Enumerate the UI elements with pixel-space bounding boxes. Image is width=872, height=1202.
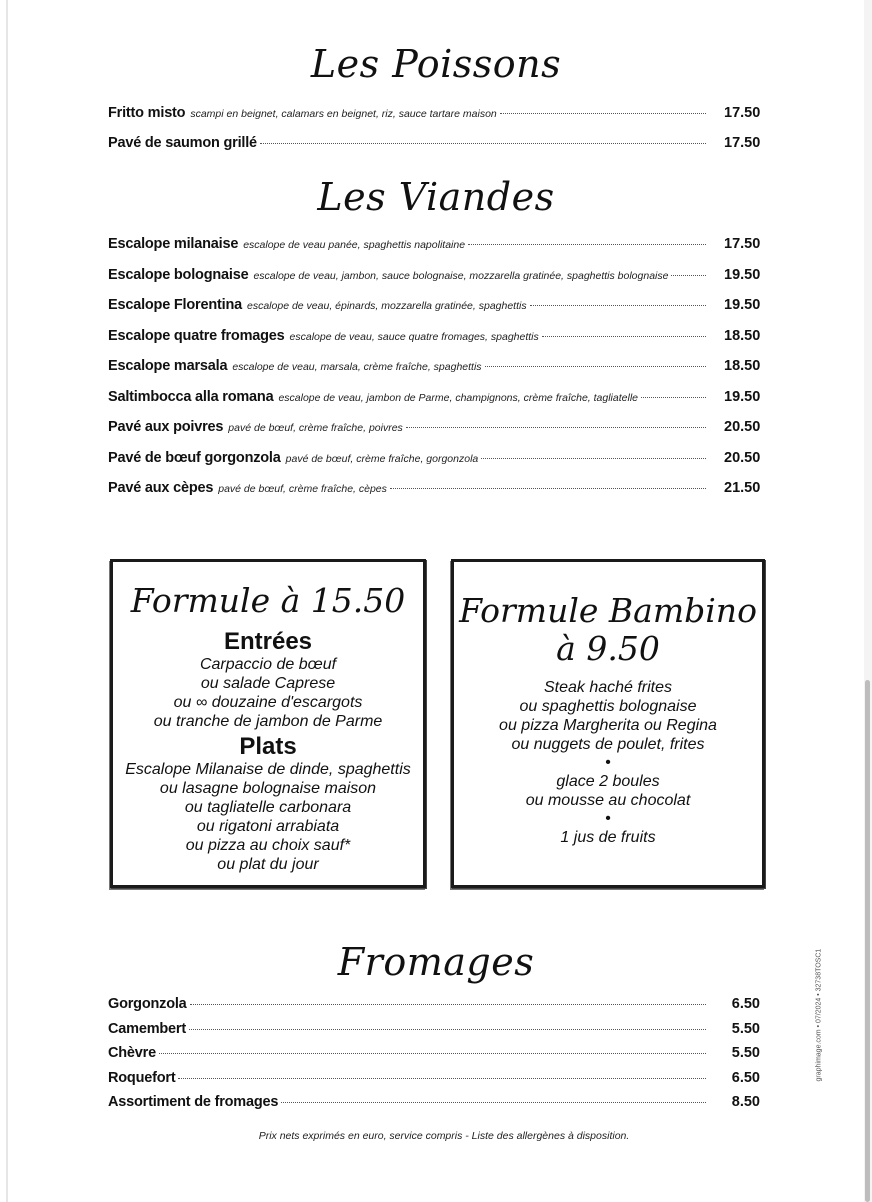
item-name: Escalope quatre fromages: [108, 327, 285, 344]
item-name: Saltimbocca alla romana: [108, 388, 274, 405]
bambino-bullet-1: •: [605, 754, 611, 771]
item-price: 18.50: [724, 358, 761, 374]
entrees-heading: Entrées: [223, 628, 313, 655]
item-name: Escalope Florentina: [108, 297, 242, 313]
bambino-title-line2: à 9.50: [556, 629, 660, 668]
item-price: 6.50: [731, 996, 760, 1012]
entree-option: Carpaccio de bœuf: [199, 656, 337, 673]
item-price: 20.50: [724, 449, 761, 466]
dotted-leader: [500, 113, 706, 114]
dotted-leader: [178, 1078, 706, 1079]
plat-option: ou tagliatelle carbonara: [184, 799, 352, 816]
menu-item: [108, 1045, 760, 1067]
bambino-boisson: 1 jus de fruits: [560, 829, 656, 846]
dotted-leader: [671, 275, 706, 276]
bambino-dessert-option: glace 2 boules: [556, 773, 660, 790]
section-title-viandes: Les Viandes: [317, 175, 555, 219]
bambino-bullet-2: •: [605, 810, 611, 827]
menu-item: [108, 480, 760, 502]
dotted-leader: [159, 1053, 706, 1054]
footer-note: Prix nets exprimés en euro, service compris - Liste des allergènes à disposition.: [258, 1130, 630, 1142]
plats-heading: Plats: [239, 733, 297, 760]
item-name: Fritto misto: [108, 105, 186, 121]
menu-item: [108, 1070, 760, 1092]
plat-option: ou lasagne bolognaise maison: [159, 780, 377, 797]
dotted-leader: [190, 1004, 706, 1005]
item-price: 17.50: [724, 135, 761, 151]
plat-option: ou rigatoni arrabiata: [196, 818, 340, 835]
printer-credit: graphimage.com • 07/2024 • 32738TOSC1: [815, 948, 823, 1082]
dotted-leader: [281, 1102, 706, 1103]
menu-item: [108, 1094, 760, 1116]
item-price: 5.50: [731, 1020, 760, 1037]
item-price: 17.50: [724, 105, 761, 121]
dotted-leader: [260, 143, 706, 144]
entree-option: ou tranche de jambon de Parme: [153, 713, 383, 730]
item-price: 19.50: [724, 388, 761, 405]
entree-option: ou salade Caprese: [200, 675, 336, 692]
item-description: escalope de veau panée, spaghettis napolitaine: [243, 239, 466, 251]
item-description: pavé de bœuf, crème fraîche, cèpes: [218, 483, 387, 495]
menu-item: [108, 1021, 760, 1043]
bambino-desserts-list: [454, 772, 762, 810]
dotted-leader: [468, 244, 706, 245]
item-description: escalope de veau, jambon de Parme, champignons, crème fraîche, tagliatelle: [278, 391, 638, 404]
bambino-plat-option: Steak haché frites: [543, 679, 673, 696]
menu-item: [108, 135, 760, 157]
entree-option: ou ∞ douzaine d'escargots: [173, 694, 363, 711]
formule-title: Formule à 15.50: [130, 581, 406, 620]
bambino-dessert-option: ou mousse au chocolat: [525, 792, 691, 809]
menu-item: [108, 389, 760, 411]
item-price: 8.50: [731, 1094, 760, 1110]
item-name: Roquefort: [108, 1069, 176, 1086]
bambino-plat-option: ou pizza Margherita ou Regina: [499, 717, 717, 734]
item-price: 17.50: [724, 236, 761, 252]
item-price: 20.50: [724, 419, 761, 435]
bambino-plat-option: ou nuggets de poulet, frites: [511, 736, 705, 753]
menu-item: [108, 358, 760, 380]
plat-option: ou plat du jour: [217, 856, 319, 873]
item-name: Pavé aux poivres: [108, 419, 224, 435]
item-name: Pavé de bœuf gorgonzola: [108, 449, 281, 466]
item-description: pavé de bœuf, crème fraîche, gorgonzola: [285, 452, 479, 465]
item-price: 6.50: [731, 1069, 760, 1086]
bambino-plats-list: [454, 678, 762, 754]
bambino-box: [451, 559, 765, 888]
item-name: Escalope marsala: [108, 358, 228, 374]
dotted-leader: [542, 336, 706, 337]
item-name: Assortiment de fromages: [108, 1094, 279, 1110]
item-price: 18.50: [724, 327, 761, 344]
item-price: 19.50: [724, 266, 761, 283]
item-name: Escalope milanaise: [108, 236, 239, 252]
entrees-list: [113, 655, 423, 731]
plat-option: Escalope Milanaise de dinde, spaghettis: [125, 761, 411, 778]
dotted-leader: [530, 305, 706, 306]
menu-item: [108, 996, 760, 1018]
dotted-leader: [641, 397, 706, 398]
section-title-poissons: Les Poissons: [310, 42, 562, 86]
menu-item: [108, 297, 760, 319]
item-price: 5.50: [731, 1045, 760, 1061]
item-description: pavé de bœuf, crème fraîche, poivres: [228, 422, 403, 434]
item-name: Gorgonzola: [108, 996, 187, 1012]
item-name: Pavé aux cèpes: [108, 480, 214, 496]
plats-list: [113, 760, 423, 874]
menu-item: [108, 236, 760, 258]
item-description: escalope de veau, sauce quatre fromages, spaghettis: [289, 330, 539, 343]
item-name: Pavé de saumon grillé: [108, 135, 257, 151]
menu-item: [108, 328, 760, 350]
item-name: Camembert: [108, 1020, 186, 1037]
dotted-leader: [189, 1029, 706, 1030]
section-title-fromages: Fromages: [337, 940, 535, 984]
dotted-leader: [485, 366, 706, 367]
plat-option: ou pizza au choix sauf*: [185, 837, 351, 854]
bambino-plat-option: ou spaghettis bolognaise: [519, 698, 697, 715]
item-price: 21.50: [724, 480, 761, 496]
menu-item: [108, 105, 760, 127]
dotted-leader: [406, 427, 706, 428]
item-name: Escalope bolognaise: [108, 266, 249, 283]
item-description: escalope de veau, jambon, sauce bolognaise, mozzarella gratinée, spaghettis bolognaise: [253, 269, 669, 282]
formule-box: [110, 559, 426, 888]
menu-item: [108, 267, 760, 289]
item-description: escalope de veau, marsala, crème fraîche, spaghettis: [232, 361, 482, 373]
item-description: escalope de veau, épinards, mozzarella gratinée, spaghettis: [247, 300, 527, 312]
menu-item: [108, 450, 760, 472]
dotted-leader: [481, 458, 706, 459]
bambino-title-line1: Formule Bambino: [459, 591, 757, 630]
menu-item: [108, 419, 760, 441]
item-name: Chèvre: [108, 1045, 156, 1061]
item-price: 19.50: [724, 297, 761, 313]
dotted-leader: [390, 488, 706, 489]
item-description: scampi en beignet, calamars en beignet, riz, sauce tartare maison: [190, 108, 497, 120]
